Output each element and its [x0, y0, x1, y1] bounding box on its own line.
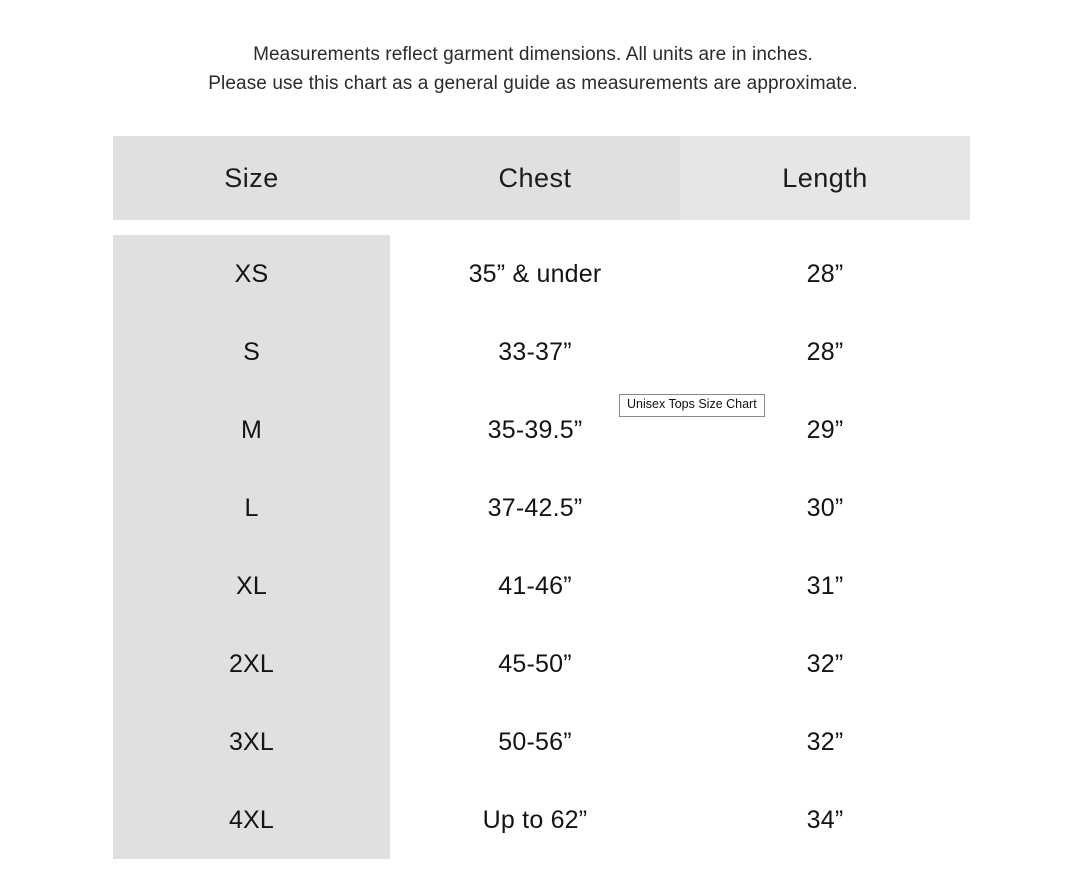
table-body — [113, 220, 970, 859]
table-row — [113, 703, 970, 781]
table-row — [113, 781, 970, 859]
cell-length: 28” — [680, 235, 970, 313]
cell-chest: 50-56” — [390, 703, 680, 781]
table-row — [113, 313, 970, 391]
cell-chest: 35-39.5” — [390, 391, 680, 469]
cell-size: M — [113, 391, 390, 469]
cell-chest: 41-46” — [390, 547, 680, 625]
cell-chest: 35” & under — [390, 235, 680, 313]
table-row — [113, 469, 970, 547]
cell-chest: Up to 62” — [390, 781, 680, 859]
header-body-gap — [113, 220, 970, 235]
cell-size: S — [113, 313, 390, 391]
cell-size: XS — [113, 235, 390, 313]
intro-line-1: Measurements reflect garment dimensions. All units are in inches. — [253, 44, 813, 65]
cell-chest: 33-37” — [390, 313, 680, 391]
cell-length: 31” — [680, 547, 970, 625]
table-row — [113, 235, 970, 313]
cell-size: 3XL — [113, 703, 390, 781]
header-row — [113, 136, 970, 220]
cell-chest: 45-50” — [390, 625, 680, 703]
size-chart-container — [113, 136, 970, 859]
table-row — [113, 547, 970, 625]
table-row — [113, 625, 970, 703]
intro-line-2: Please use this chart as a general guide as measurements are approximate. — [208, 73, 858, 95]
cell-length: 32” — [680, 703, 970, 781]
cell-size: L — [113, 469, 390, 547]
header-size: Size — [113, 136, 390, 220]
table-header — [113, 136, 970, 220]
cell-length: 28” — [680, 313, 970, 391]
cell-length: 34” — [680, 781, 970, 859]
cell-chest: 37-42.5” — [390, 469, 680, 547]
cell-length: 32” — [680, 625, 970, 703]
image-tooltip: Unisex Tops Size Chart — [619, 394, 765, 417]
table-row — [113, 391, 970, 469]
cell-size: 4XL — [113, 781, 390, 859]
cell-length: 30” — [680, 469, 970, 547]
header-length: Length — [680, 136, 970, 220]
cell-length: 29” — [680, 391, 970, 469]
cell-size: 2XL — [113, 625, 390, 703]
cell-size: XL — [113, 547, 390, 625]
header-chest: Chest — [390, 136, 680, 220]
size-chart-table — [113, 136, 970, 859]
intro-text — [0, 0, 1066, 99]
